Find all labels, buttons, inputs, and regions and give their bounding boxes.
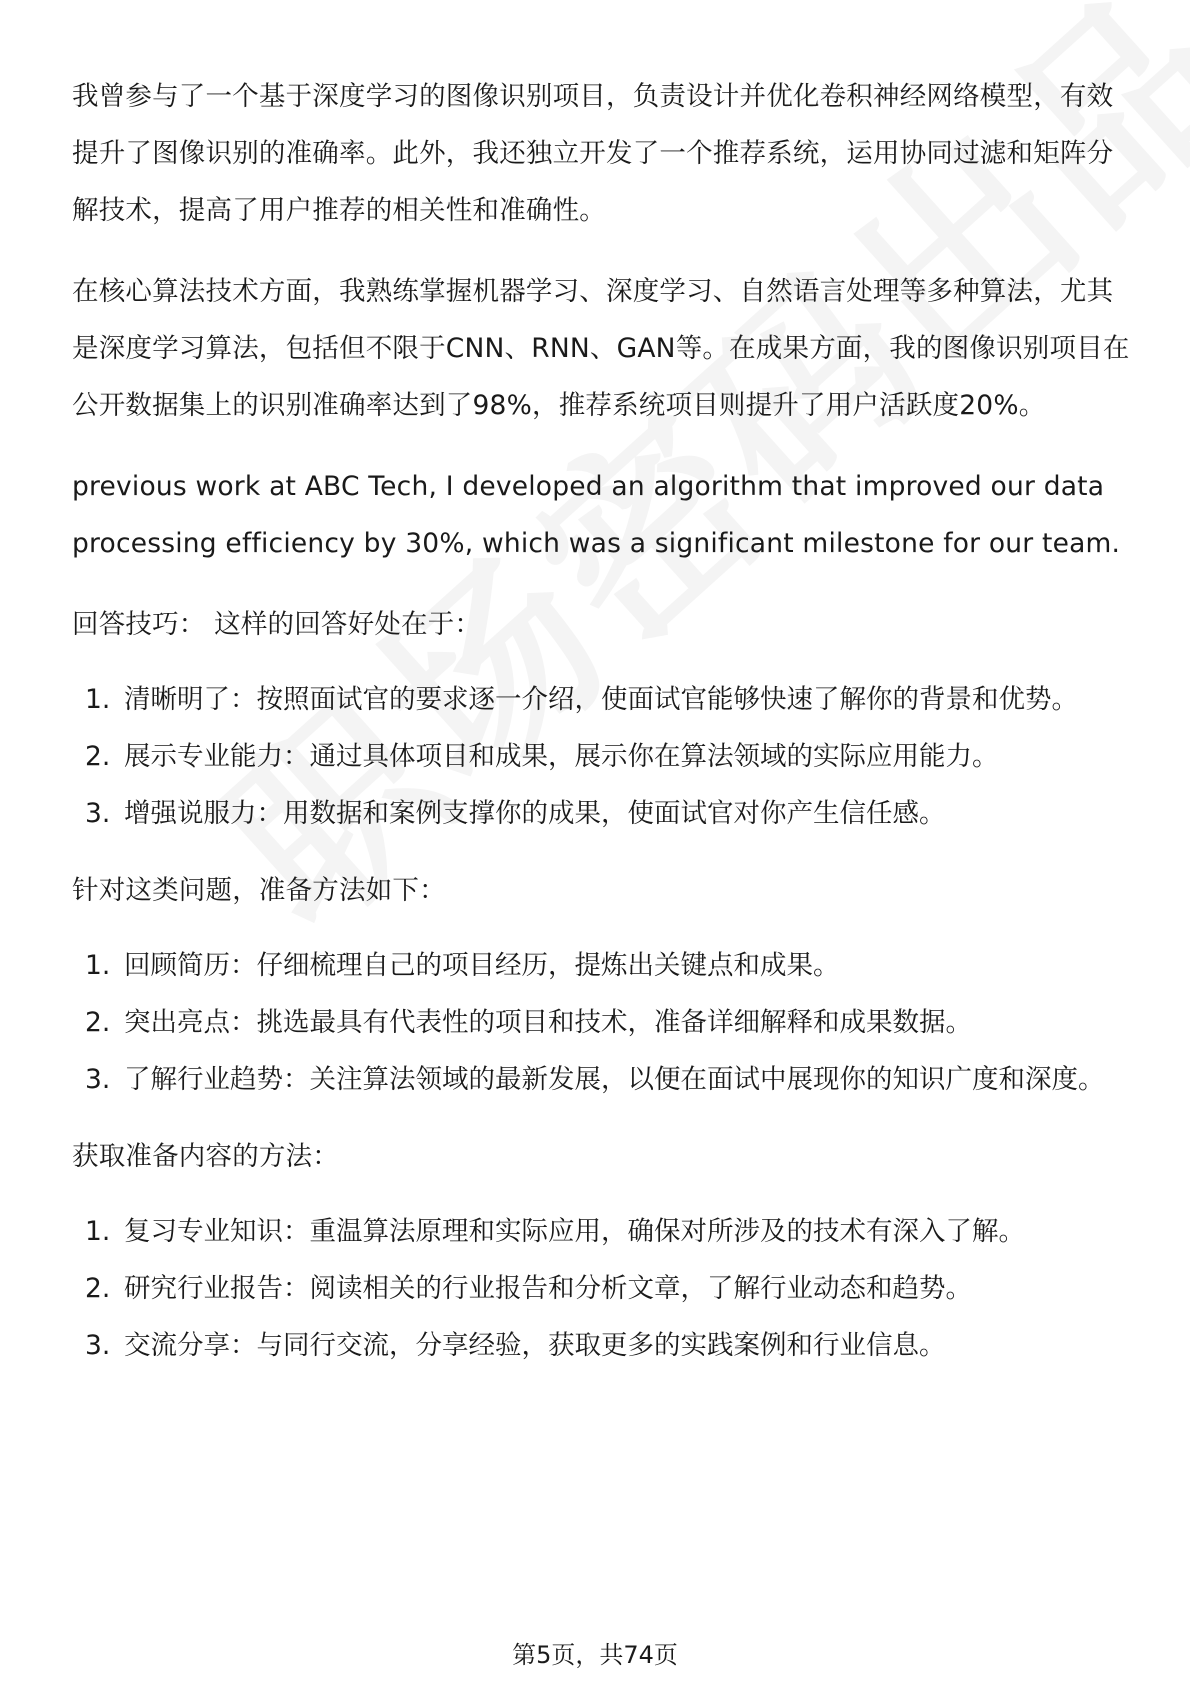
preparation-methods-list bbox=[72, 937, 1132, 1108]
list-item bbox=[72, 994, 1132, 1051]
list-number: 1. bbox=[85, 684, 111, 715]
list-text: 增强说服力：用数据和案例支撑你的成果，使面试官对你产生信任感。 bbox=[124, 798, 946, 829]
gather-content-list bbox=[72, 1203, 1132, 1374]
list-number: 1. bbox=[85, 1216, 111, 1247]
list-text: 交流分享：与同行交流，分享经验，获取更多的实践案例和行业信息。 bbox=[124, 1330, 946, 1361]
list-number: 3. bbox=[85, 798, 111, 829]
heading-answer-tips: 回答技巧： 这样的回答好处在于： bbox=[72, 609, 482, 640]
list-item bbox=[72, 728, 1132, 785]
page-number: 第5页，共74页 bbox=[512, 1641, 678, 1669]
list-number: 1. bbox=[85, 950, 111, 981]
list-text: 研究行业报告：阅读相关的行业报告和分析文章，了解行业动态和趋势。 bbox=[124, 1273, 972, 1304]
list-text: 清晰明了：按照面试官的要求逐一介绍，使面试官能够快速了解你的背景和优势。 bbox=[124, 684, 1078, 715]
paragraph-project-experience: 我曾参与了一个基于深度学习的图像识别项目，负责设计并优化卷积神经网络模型，有效提升了图像识别的准确率。此外，我还独立开发了一个推荐系统，运用协同过滤和矩阵分解技术，提高了用户推荐的相关性和准确性。 bbox=[72, 81, 1114, 226]
list-text: 展示专业能力：通过具体项目和成果，展示你在算法领域的实际应用能力。 bbox=[124, 741, 999, 772]
list-number: 2. bbox=[85, 1273, 111, 1304]
list-text: 回顾简历：仔细梳理自己的项目经历，提炼出关键点和成果。 bbox=[124, 950, 840, 981]
heading-preparation-methods: 针对这类问题，准备方法如下： bbox=[72, 875, 446, 906]
list-item bbox=[72, 1051, 1132, 1108]
list-item bbox=[72, 671, 1132, 728]
list-number: 3. bbox=[85, 1330, 111, 1361]
list-item bbox=[72, 785, 1132, 842]
list-text: 了解行业趋势：关注算法领域的最新发展，以便在面试中展现你的知识广度和深度。 bbox=[124, 1064, 1105, 1095]
heading-gather-content: 获取准备内容的方法： bbox=[72, 1141, 339, 1172]
list-item bbox=[72, 937, 1132, 994]
paragraph-algorithm-skills: 在核心算法技术方面，我熟练掌握机器学习、深度学习、自然语言处理等多种算法，尤其是深度学习算法，包括但不限于CNN、RNN、GAN等。在成果方面，我的图像识别项目在公开数据集上的识别准确率达到了98%，推荐系统项目则提升了用户活跃度20%。 bbox=[72, 276, 1130, 421]
list-text: 突出亮点：挑选最具有代表性的项目和技术，准备详细解释和成果数据。 bbox=[124, 1007, 972, 1038]
list-number: 2. bbox=[85, 1007, 111, 1038]
answer-tips-list bbox=[72, 671, 1132, 842]
list-text: 复习专业知识：重温算法原理和实际应用，确保对所涉及的技术有深入了解。 bbox=[124, 1216, 1025, 1247]
document-body bbox=[72, 68, 1132, 1374]
list-number: 3. bbox=[85, 1064, 111, 1095]
list-number: 2. bbox=[85, 741, 111, 772]
list-item bbox=[72, 1317, 1132, 1374]
list-item bbox=[72, 1260, 1132, 1317]
list-item bbox=[72, 1203, 1132, 1260]
paragraph-previous-work: previous work at ABC Tech, I developed an algorithm that improved our data processing efficiency by 30%, which was a significant milestone for our team. bbox=[72, 471, 1121, 559]
